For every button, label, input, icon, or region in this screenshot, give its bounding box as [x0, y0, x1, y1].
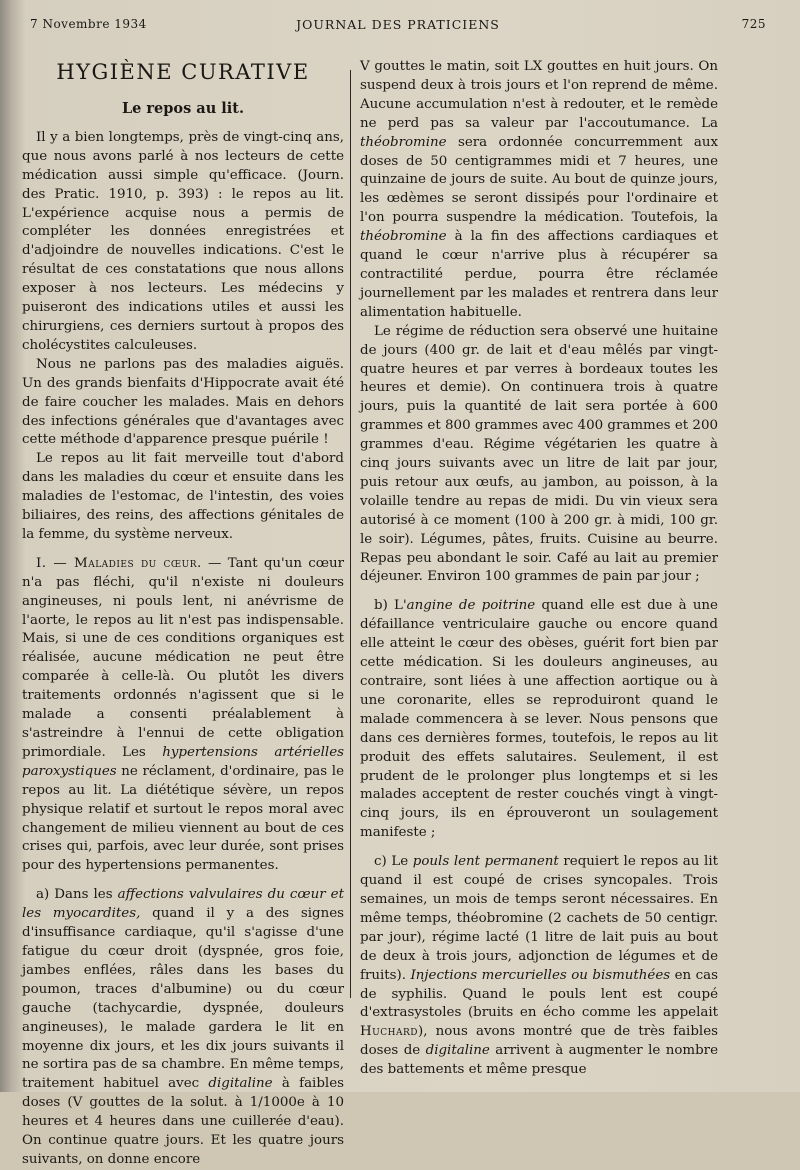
paragraph-diet: Le régime de réduction sera observé une huitaine de jours (400 gr. de lait et d'eau mêlés par vingt-quatre heures et par verres à bordeaux toutes les heures et demie). On continuera trois à quatre jours, puis la quantité de lait sera portée à 600 grammes et 800 grammes avec 400 grammes et 200 grammes d'eau. Régime végétarien les quatre à cinq jours suivants avec un litre de lait par jour, puis retour aux œufs, au jambon, au poisson, à la volaille tendre au repas de midi. Du vin vieux sera autorisé à ce moment (100 à 200 gr. à midi, 100 gr. le soir). Légumes, pâtes, fruits. Cuisine au beurre. Repas peu abondant le soir. Café au lait au premier déjeuner. Environ 100 grammes de pain par jour ;	[360, 323, 718, 585]
column-divider	[350, 70, 351, 998]
right-column	[360, 58, 718, 1080]
paragraph-indications: Le repos au lit fait merveille tout d'abord dans les maladies du cœur et ensuite dans les maladies de l'estomac, de l'intestin, des voies biliaires, des reins, des affections génitales de la femme, du système nerveux.	[22, 451, 344, 542]
issue-date: 7 Novembre 1934	[30, 17, 147, 31]
paragraph-angina: b) L'angine de poitrine quand elle est due à une défaillance ventriculaire gauche ou encore quand elle atteint le cœur des obèses, guérit fort bien par cette médication. Si les douleurs angineuses, au contraire, sont liées à une affection aortique ou à une coronarite, elles se reproduiront quand le malade commencera à se lever. Nous pensons que dans ces dernières formes, toutefois, le repos au lit produit des effets salutaires. Seulement, il est prudent de le prolonger plus longtemps et si les malades acceptent de rester couchés vingt à vingt-cinq jours, ils en éprouveront un soulagement manifeste ;	[360, 598, 718, 841]
paragraph-slow-pulse: c) Le pouls lent permanent requiert le repos au lit quand il est coupé de crises syncopales. Trois semaines, un mois de temps seront nécessaires. En même temps, théobromine (2 cachets de 50 centigr. par jour), régime lacté (1 litre de lait puis au bout de deux à trois jours, adjonction de légumes et de fruits). Injections mercurielles ou bismuthées en cas de syphilis. Quand le pouls lent est coupé d'extrasystoles (bruits en écho comme les appelait Huchard), nous avons montré que de très faibles doses de digitaline arrivent à augmenter le nombre des battements et même presque	[360, 854, 719, 1078]
page-number: 725	[741, 17, 766, 31]
paragraph-heart-diseases: I. — Maladies du cœur. — Tant qu'un cœur n'a pas fléchi, qu'il n'existe ni douleurs angineuses, ni pouls lent, ni anévrisme de l'aorte, le repos au lit n'est pas indispensable. Mais, si une de ces conditions organiques est réalisée, aucune médication ne peut être comparée à celle-là. Ou plutôt les divers traitements ordonnés n'agissent que si le malade a consenti préalablement à s'astreindre à l'ennui de cette obligation primordiale. Les hypertensions artérielles paroxystiques ne réclament, d'ordinaire, pas le repos au lit. La diététique sévère, un repos physique relatif et surtout le repos moral avec changement de milieu viennent au bout de ces crises qui, parfois, avec leur durée, sont prises pour des hypertensions permanentes.	[22, 555, 345, 874]
section-title: HYGIÈNE CURATIVE	[56, 60, 310, 84]
paragraph-valvular: a) Dans les affections valvulaires du cœur et les myocardites, quand il y a des signes d'insuffisance cardiaque, qu'il s'agisse d'une fatigue du cœur droit (dyspnée, gros foie, jambes enflées, râles dans les bases du poumon, traces d'albumine) ou du cœur gauche (tachycardie, dyspnée, douleurs angineuses), le malade gardera le lit en moyenne dix jours, et les dix jours suivants il ne sortira pas de sa chambre. En même temps, traitement habituel avec digitaline à faibles doses (V gouttes de la solut. à 1/1000e à 10 heures et 4 heures dans une cuillerée d'eau). On continue quatre jours. Et les quatre jours suivants, on donne encore	[22, 887, 344, 1167]
journal-title: JOURNAL DES PRATICIENS	[296, 17, 500, 32]
article-title: Le repos au lit.	[121, 100, 245, 117]
running-header	[30, 17, 766, 35]
heading-heart-diseases: I. — Maladies du cœur.	[36, 555, 202, 571]
left-column	[22, 48, 344, 1170]
paragraph-theobromine: V gouttes le matin, soit LX gouttes en huit jours. On suspend deux à trois jours et l'on reprend de même. Aucune accumulation n'est à redouter, et le remède ne perd pas sa valeur par l'accoutumance. La théobromine sera ordonnée concurremment aux doses de 50 centigrammes midi et 7 heures, une quinzaine de jours de suite. Au bout de quinze jours, les œdèmes se seront dissipés pour l'ordinaire et l'on pourra suspendre la médication. Toutefois, la théobromine à la fin des affections cardiaques et quand le cœur n'arrive plus à récupérer sa contractilité perdue, pourra être réclamée journellement par les malades et rentrera dans leur alimentation habituelle.	[360, 59, 718, 320]
paragraph-acute: Nous ne parlons pas des maladies aiguës. Un des grands bienfaits d'Hippocrate avait été de faire coucher les malades. Mais en dehors des infections générales que d'avantages avec cette méthode d'apparence presque puérile !	[22, 356, 344, 448]
paragraph-intro: Il y a bien longtemps, près de vingt-cinq ans, que nous avons parlé à nos lecteurs de cette médication aussi simple qu'efficace. (Journ. des Pratic. 1910, p. 393) : le repos au lit. L'expérience acquise nous a permis de compléter les données enregistrées et d'adjoindre de nouvelles indications. C'est le résultat de ces constatations que nous allons exposer à nos lecteurs. Les médecins y puiseront des indications utiles et aussi les chirurgiens, ces derniers surtout à propos des cholécystites calculeuses.	[22, 129, 344, 353]
